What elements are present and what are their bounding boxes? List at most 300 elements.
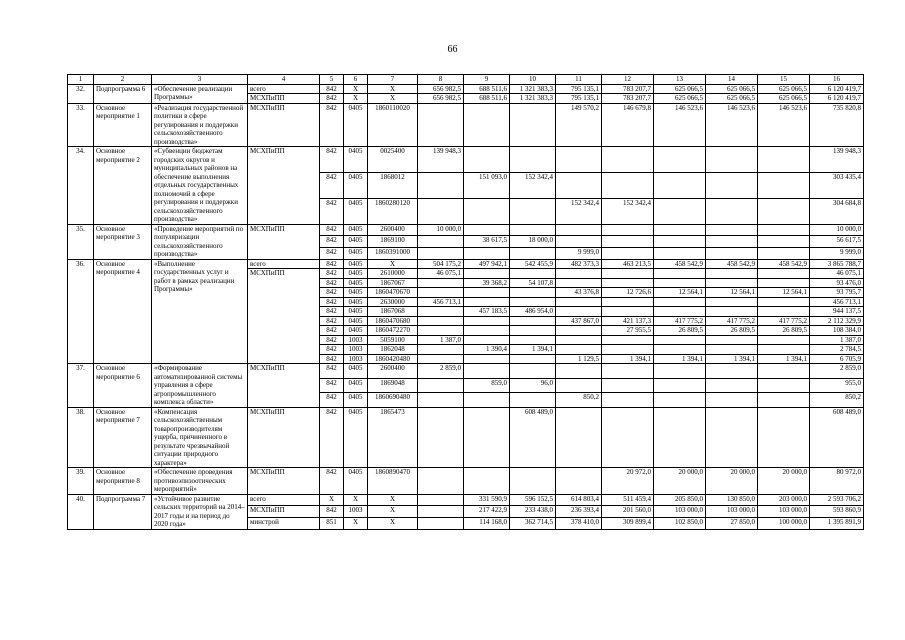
gr-cell: 842 <box>320 147 344 173</box>
gr-cell: 842 <box>320 103 344 147</box>
value-cell: 20 972,0 <box>602 468 654 495</box>
rzpr-cell: 1003 <box>344 506 368 518</box>
value-cell <box>602 224 654 236</box>
header-cell: 7 <box>368 75 418 85</box>
header-cell: 4 <box>248 75 320 85</box>
gr-cell: 842 <box>320 288 344 298</box>
value-cell: 458 542,9 <box>654 259 706 269</box>
row-number-cell: 40. <box>68 494 94 529</box>
value-cell <box>418 468 464 495</box>
value-cell <box>464 147 510 173</box>
value-cell: 608 489,0 <box>510 407 556 468</box>
value-cell: 417 775,2 <box>758 316 810 326</box>
value-cell <box>556 326 602 336</box>
row-number-cell: 37. <box>68 364 94 408</box>
value-cell <box>706 147 758 173</box>
value-cell: 1 321 383,3 <box>510 94 556 104</box>
value-cell <box>758 198 810 224</box>
executor-cell: МСХПиПП <box>248 269 320 279</box>
value-cell: 1 394,1 <box>654 354 706 364</box>
rzpr-cell: 0405 <box>344 364 368 379</box>
value-cell: 10 000,0 <box>418 224 464 236</box>
value-cell <box>706 307 758 317</box>
header-cell: 12 <box>602 75 654 85</box>
budget-table <box>67 74 864 530</box>
executor-cell <box>248 393 320 408</box>
value-cell <box>556 378 602 393</box>
value-cell <box>706 335 758 345</box>
executor-cell <box>248 335 320 345</box>
csr-cell: 2600400 <box>368 364 418 379</box>
executor-cell <box>248 172 320 198</box>
total-cell: 108 384,0 <box>810 326 864 336</box>
value-cell <box>758 335 810 345</box>
value-cell: 152 342,4 <box>602 198 654 224</box>
csr-cell: Х <box>368 259 418 269</box>
value-cell: 103 000,0 <box>654 506 706 518</box>
rzpr-cell: 0405 <box>344 224 368 236</box>
value-cell <box>758 236 810 248</box>
value-cell: 309 899,4 <box>602 517 654 529</box>
value-cell <box>654 335 706 345</box>
value-cell <box>556 335 602 345</box>
value-cell <box>556 364 602 379</box>
item-name-cell: «Выполнение государственных услуг и работ в рамках реализации Программы» <box>152 259 248 364</box>
row-number-cell: 36. <box>68 259 94 364</box>
value-cell: 456 713,1 <box>418 297 464 307</box>
value-cell <box>654 198 706 224</box>
table-row <box>68 259 864 269</box>
table-row <box>68 147 864 173</box>
item-type-cell: Подпрограмма 7 <box>94 494 152 529</box>
value-cell <box>556 236 602 248</box>
value-cell <box>602 269 654 279</box>
total-cell: 2 112 329,9 <box>810 316 864 326</box>
value-cell: 96,0 <box>510 378 556 393</box>
csr-cell: 2600400 <box>368 224 418 236</box>
header-cell: 2 <box>94 75 152 85</box>
value-cell <box>510 335 556 345</box>
value-cell: 625 066,5 <box>706 84 758 94</box>
row-number-cell: 33. <box>68 103 94 147</box>
value-cell: 12 564,1 <box>706 288 758 298</box>
value-cell: 46 075,1 <box>418 269 464 279</box>
value-cell <box>418 172 464 198</box>
value-cell: 1 390,4 <box>464 345 510 355</box>
rzpr-cell: Х <box>344 517 368 529</box>
item-type-cell: Основное мероприятие 2 <box>94 147 152 225</box>
value-cell: 437 867,0 <box>556 316 602 326</box>
csr-cell: 1869100 <box>368 236 418 248</box>
value-cell <box>556 407 602 468</box>
value-cell <box>654 278 706 288</box>
value-cell <box>418 393 464 408</box>
value-cell <box>758 278 810 288</box>
executor-cell <box>248 345 320 355</box>
value-cell <box>510 224 556 236</box>
gr-cell: 842 <box>320 407 344 468</box>
row-number-cell: 39. <box>68 468 94 495</box>
item-name-cell: «Обеспечение реализации Программы» <box>152 84 248 103</box>
value-cell <box>654 297 706 307</box>
value-cell <box>510 269 556 279</box>
total-cell: 93 795,7 <box>810 288 864 298</box>
value-cell: 146 523,6 <box>706 103 758 147</box>
value-cell <box>510 316 556 326</box>
value-cell <box>556 278 602 288</box>
value-cell: 1 129,5 <box>556 354 602 364</box>
value-cell: 139 948,3 <box>418 147 464 173</box>
total-cell: 944 137,5 <box>810 307 864 317</box>
total-cell: 139 948,3 <box>810 147 864 173</box>
gr-cell: 842 <box>320 316 344 326</box>
csr-cell: 1862048 <box>368 345 418 355</box>
rzpr-cell: Х <box>344 94 368 104</box>
value-cell <box>706 378 758 393</box>
value-cell: 38 617,5 <box>464 236 510 248</box>
csr-cell: 1860391000 <box>368 247 418 259</box>
csr-cell: 1860420480 <box>368 354 418 364</box>
value-cell <box>706 172 758 198</box>
csr-cell: Х <box>368 517 418 529</box>
value-cell: 1 321 383,3 <box>510 84 556 94</box>
executor-cell <box>248 326 320 336</box>
csr-cell: Х <box>368 494 418 506</box>
value-cell: 217 422,9 <box>464 506 510 518</box>
value-cell: 152 342,4 <box>556 198 602 224</box>
rzpr-cell: 0405 <box>344 198 368 224</box>
item-type-cell: Основное мероприятие 6 <box>94 364 152 408</box>
value-cell <box>418 247 464 259</box>
header-cell: 8 <box>418 75 464 85</box>
value-cell <box>654 364 706 379</box>
rzpr-cell: 0405 <box>344 326 368 336</box>
total-cell: 9 999,0 <box>810 247 864 259</box>
total-cell: 1 395 891,9 <box>810 517 864 529</box>
value-cell: 26 809,5 <box>654 326 706 336</box>
gr-cell: Х <box>320 494 344 506</box>
total-cell: 46 075,1 <box>810 269 864 279</box>
gr-cell: 842 <box>320 468 344 495</box>
value-cell <box>464 269 510 279</box>
gr-cell: 842 <box>320 247 344 259</box>
value-cell <box>706 345 758 355</box>
value-cell: 152 342,4 <box>510 172 556 198</box>
csr-cell: 1860280120 <box>368 198 418 224</box>
value-cell <box>758 345 810 355</box>
page-number: 66 <box>447 44 458 55</box>
value-cell: 20 000,0 <box>758 468 810 495</box>
rzpr-cell: 0405 <box>344 407 368 468</box>
value-cell <box>654 407 706 468</box>
value-cell: 203 000,0 <box>758 494 810 506</box>
value-cell: 625 066,5 <box>706 94 758 104</box>
value-cell <box>510 393 556 408</box>
value-cell <box>464 297 510 307</box>
value-cell: 39 368,2 <box>464 278 510 288</box>
value-cell: 18 000,0 <box>510 236 556 248</box>
value-cell <box>654 236 706 248</box>
total-cell: 6 120 419,7 <box>810 84 864 94</box>
value-cell <box>556 307 602 317</box>
executor-cell <box>248 354 320 364</box>
executor-cell: МСХПиПП <box>248 468 320 495</box>
gr-cell: 851 <box>320 517 344 529</box>
gr-cell: 842 <box>320 506 344 518</box>
header-cell: 14 <box>706 75 758 85</box>
value-cell <box>758 172 810 198</box>
value-cell <box>654 307 706 317</box>
value-cell <box>418 354 464 364</box>
value-cell: 504 175,2 <box>418 259 464 269</box>
value-cell <box>602 407 654 468</box>
csr-cell: 1865473 <box>368 407 418 468</box>
value-cell: 146 679,8 <box>602 103 654 147</box>
value-cell: 625 066,5 <box>654 94 706 104</box>
value-cell <box>706 297 758 307</box>
value-cell <box>706 364 758 379</box>
gr-cell: 842 <box>320 364 344 379</box>
value-cell <box>418 103 464 147</box>
value-cell <box>418 288 464 298</box>
value-cell <box>758 364 810 379</box>
executor-cell <box>248 378 320 393</box>
value-cell <box>418 506 464 518</box>
item-name-cell: «Устойчивое развитие сельских территорий на 2014–2017 годы и на период до 2020 года» <box>152 494 248 529</box>
value-cell: 146 523,6 <box>758 103 810 147</box>
rzpr-cell: 0405 <box>344 236 368 248</box>
csr-cell: 1860890470 <box>368 468 418 495</box>
value-cell <box>556 345 602 355</box>
csr-cell: 5059100 <box>368 335 418 345</box>
rzpr-cell: 1003 <box>344 354 368 364</box>
value-cell <box>510 468 556 495</box>
value-cell: 27 850,0 <box>706 517 758 529</box>
value-cell: 783 207,7 <box>602 94 654 104</box>
value-cell <box>556 147 602 173</box>
value-cell <box>464 364 510 379</box>
total-cell: 3 865 788,7 <box>810 259 864 269</box>
total-cell: 10 000,0 <box>810 224 864 236</box>
value-cell <box>654 247 706 259</box>
gr-cell: 842 <box>320 236 344 248</box>
item-type-cell: Основное мероприятие 8 <box>94 468 152 495</box>
value-cell <box>758 407 810 468</box>
csr-cell: 2610000 <box>368 269 418 279</box>
value-cell <box>654 345 706 355</box>
value-cell <box>602 236 654 248</box>
rzpr-cell: 0405 <box>344 288 368 298</box>
value-cell: 458 542,9 <box>706 259 758 269</box>
row-number-cell: 34. <box>68 147 94 225</box>
value-cell <box>418 316 464 326</box>
value-cell: 463 213,5 <box>602 259 654 269</box>
rzpr-cell: 0405 <box>344 468 368 495</box>
value-cell <box>654 393 706 408</box>
value-cell <box>556 269 602 279</box>
value-cell <box>758 393 810 408</box>
table-row <box>68 103 864 147</box>
value-cell <box>418 198 464 224</box>
value-cell <box>556 468 602 495</box>
value-cell: 2 859,0 <box>418 364 464 379</box>
value-cell <box>706 269 758 279</box>
value-cell <box>706 278 758 288</box>
executor-cell: МСХПиПП <box>248 364 320 379</box>
value-cell: 26 809,5 <box>706 326 758 336</box>
value-cell <box>464 316 510 326</box>
rzpr-cell: 0405 <box>344 316 368 326</box>
executor-cell <box>248 278 320 288</box>
csr-cell: Х <box>368 84 418 94</box>
row-number-cell: 35. <box>68 224 94 259</box>
value-cell <box>510 297 556 307</box>
csr-cell: 1860110020 <box>368 103 418 147</box>
value-cell <box>418 345 464 355</box>
item-name-cell: «Обеспечение проведения противоэпизоотических мероприятий» <box>152 468 248 495</box>
value-cell: 795 135,1 <box>556 94 602 104</box>
value-cell: 688 511,6 <box>464 94 510 104</box>
value-cell: 625 066,5 <box>758 84 810 94</box>
value-cell <box>602 297 654 307</box>
value-cell: 54 107,8 <box>510 278 556 288</box>
header-cell: 6 <box>344 75 368 85</box>
value-cell <box>602 147 654 173</box>
value-cell <box>706 236 758 248</box>
value-cell: 362 714,5 <box>510 517 556 529</box>
row-number-cell: 38. <box>68 407 94 468</box>
value-cell: 457 183,5 <box>464 307 510 317</box>
header-row <box>68 75 864 85</box>
item-name-cell: «Компенсация сельскохозяйственным товаропроизводителям ущерба, причиненного в результате чрезвычайной ситуации природного характера» <box>152 407 248 468</box>
row-number-cell: 32. <box>68 84 94 103</box>
value-cell: 417 775,2 <box>654 316 706 326</box>
csr-cell: 1860470670 <box>368 288 418 298</box>
executor-cell: МСХПиПП <box>248 224 320 236</box>
value-cell <box>602 364 654 379</box>
value-cell: 146 523,6 <box>654 103 706 147</box>
rzpr-cell: 0405 <box>344 147 368 173</box>
csr-cell: 1860470680 <box>368 316 418 326</box>
total-cell: 304 684,8 <box>810 198 864 224</box>
value-cell <box>654 172 706 198</box>
value-cell: 625 066,5 <box>758 94 810 104</box>
value-cell: 497 942,1 <box>464 259 510 269</box>
gr-cell: 842 <box>320 84 344 94</box>
value-cell <box>602 335 654 345</box>
value-cell: 783 207,7 <box>602 84 654 94</box>
csr-cell: 1860472270 <box>368 326 418 336</box>
value-cell <box>418 517 464 529</box>
value-cell <box>758 247 810 259</box>
value-cell: 12 564,1 <box>654 288 706 298</box>
gr-cell: 842 <box>320 269 344 279</box>
total-cell: 2 784,5 <box>810 345 864 355</box>
value-cell: 26 809,5 <box>758 326 810 336</box>
value-cell: 130 850,0 <box>706 494 758 506</box>
value-cell: 511 459,4 <box>602 494 654 506</box>
executor-cell: всего <box>248 259 320 269</box>
table-row <box>68 364 864 379</box>
total-cell: 850,2 <box>810 393 864 408</box>
value-cell: 625 066,5 <box>654 84 706 94</box>
value-cell <box>418 236 464 248</box>
csr-cell: 1869048 <box>368 378 418 393</box>
total-cell: 6 120 419,7 <box>810 94 864 104</box>
value-cell <box>758 307 810 317</box>
gr-cell: 842 <box>320 345 344 355</box>
value-cell: 114 168,0 <box>464 517 510 529</box>
item-name-cell: «Формирование автоматизированной системы управления в сфере агропромышленного комплекса области» <box>152 364 248 408</box>
value-cell: 850,2 <box>556 393 602 408</box>
value-cell <box>654 378 706 393</box>
executor-cell: всего <box>248 84 320 94</box>
value-cell: 149 570,2 <box>556 103 602 147</box>
value-cell: 103 000,0 <box>706 506 758 518</box>
total-cell: 456 713,1 <box>810 297 864 307</box>
value-cell: 656 982,5 <box>418 94 464 104</box>
total-cell: 1 387,0 <box>810 335 864 345</box>
value-cell <box>464 335 510 345</box>
value-cell: 421 137,3 <box>602 316 654 326</box>
value-cell <box>510 147 556 173</box>
header-cell: 13 <box>654 75 706 85</box>
value-cell <box>510 326 556 336</box>
value-cell <box>602 278 654 288</box>
value-cell <box>706 393 758 408</box>
value-cell <box>706 198 758 224</box>
rzpr-cell: Х <box>344 84 368 94</box>
value-cell: 205 850,0 <box>654 494 706 506</box>
value-cell: 1 394,1 <box>602 354 654 364</box>
csr-cell: 1860690480 <box>368 393 418 408</box>
value-cell <box>464 288 510 298</box>
csr-cell: 2630000 <box>368 297 418 307</box>
gr-cell: 842 <box>320 378 344 393</box>
total-cell: 6 705,9 <box>810 354 864 364</box>
executor-cell: МСХПиПП <box>248 94 320 104</box>
value-cell: 688 511,6 <box>464 84 510 94</box>
value-cell: 1 394,1 <box>758 354 810 364</box>
total-cell: 2 859,0 <box>810 364 864 379</box>
header-cell: 5 <box>320 75 344 85</box>
rzpr-cell: 0405 <box>344 247 368 259</box>
item-name-cell: «Субвенции бюджетам городских округов и муниципальных районов на обеспечение выполнения отдельных государственных полномочий в сфере регулирования и поддержки сельскохозяйственного производства» <box>152 147 248 225</box>
value-cell: 9 999,0 <box>556 247 602 259</box>
value-cell <box>464 468 510 495</box>
item-type-cell: Подпрограмма 6 <box>94 84 152 103</box>
value-cell: 151 093,0 <box>464 172 510 198</box>
value-cell <box>464 407 510 468</box>
value-cell: 236 393,4 <box>556 506 602 518</box>
value-cell: 20 000,0 <box>706 468 758 495</box>
value-cell: 20 000,0 <box>654 468 706 495</box>
item-name-cell: «Реализация государственной политики в сфере регулирования и поддержки сельскохозяйственного производства» <box>152 103 248 147</box>
table-row <box>68 468 864 495</box>
gr-cell: 842 <box>320 94 344 104</box>
gr-cell: 842 <box>320 278 344 288</box>
value-cell <box>510 354 556 364</box>
value-cell <box>510 247 556 259</box>
value-cell: 201 560,0 <box>602 506 654 518</box>
value-cell: 378 410,0 <box>556 517 602 529</box>
value-cell <box>510 103 556 147</box>
value-cell <box>758 269 810 279</box>
value-cell: 27 955,5 <box>602 326 654 336</box>
header-cell: 10 <box>510 75 556 85</box>
rzpr-cell: 0405 <box>344 297 368 307</box>
gr-cell: 842 <box>320 307 344 317</box>
